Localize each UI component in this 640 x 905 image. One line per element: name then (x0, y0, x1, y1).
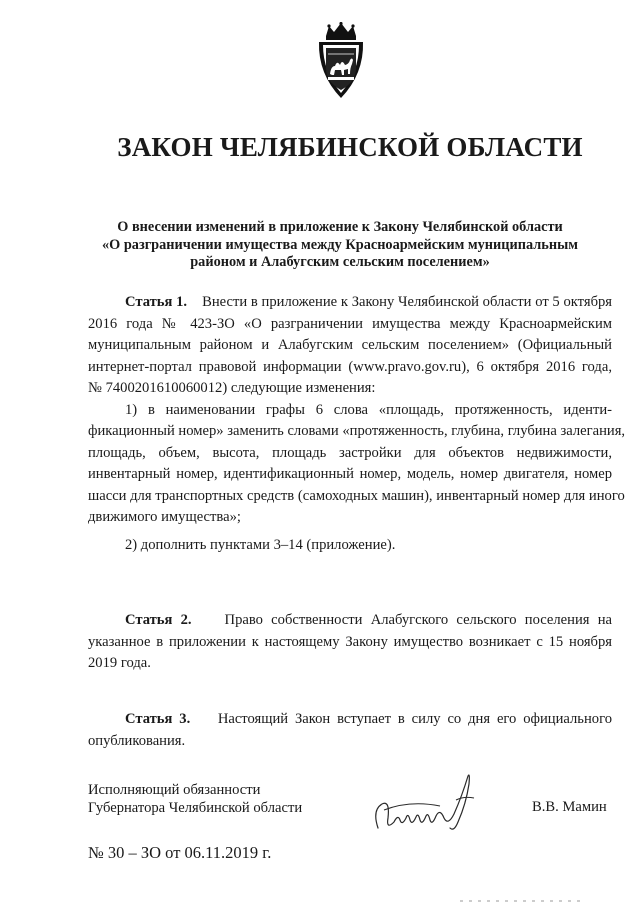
article-1-line: 1) в наименовании графы 6 слова «площадь, протяженность, иденти- (125, 401, 612, 418)
subtitle-line: «О разграничении имущества между Красноармейским муниципальным (102, 236, 578, 253)
article-1-line: муниципальным районом и Алабугским сельским поселением» (Официальный (88, 337, 612, 353)
article-1-label: Статья 1. (125, 294, 188, 310)
document-subtitle (90, 219, 590, 272)
subtitle-line: О внесении изменений в приложение к Закону Челябинской области (117, 219, 563, 235)
signatory-position (88, 781, 302, 817)
article-1-line: площадь, объем, высота, площадь застройки для объектов недвижимости, (88, 444, 612, 461)
article-3 (88, 709, 612, 752)
article-1-line: № 7400201610060012) следующие изменения: (88, 380, 376, 396)
subtitle-line: районом и Алабугским сельским поселением» (190, 254, 490, 270)
coat-of-arms-icon (316, 22, 366, 100)
article-3-label: Статья 3. (125, 711, 191, 727)
article-2-line: указанное в приложении к настоящему Закону имущество возникает с 15 ноября (88, 633, 612, 650)
article-2-line: 2019 года. (88, 655, 151, 671)
article-1-line: движимого имущества»; (88, 509, 241, 525)
article-1-line: шасси для транспортных средств (самоходных машин), инвентарный номер для иного (88, 487, 625, 504)
signatory-position-line: Исполняющий обязанности (88, 782, 261, 798)
article-2-line: Статья 2. Право собственности Алабугского сельского поселения на (125, 612, 612, 628)
signatory-position-line: Губернатора Челябинской области (88, 800, 303, 816)
article-1-line: инвентарный номер, идентификационный номер, модель, номер двигателя, номер (88, 466, 612, 482)
signatory-name: В.В. Мамин (532, 799, 607, 815)
article-1-line: 2016 года № 423-ЗО «О разграничении имущества между Красноармейским (88, 315, 612, 332)
scan-artifact (460, 900, 580, 902)
article-1-line: интернет-портал правовой информации (www.pravo.gov.ru), 6 октября 2016 года, (88, 358, 612, 375)
article-2 (88, 610, 612, 675)
article-1 (88, 292, 626, 556)
handwritten-signature (370, 770, 490, 840)
article-2-label: Статья 2. (125, 612, 192, 628)
document-title: ЗАКОН ЧЕЛЯБИНСКОЙ ОБЛАСТИ (117, 132, 583, 162)
document-number: № 30 – ЗО от 06.11.2019 г. (88, 843, 272, 862)
article-1-line: 2) дополнить пунктами 3–14 (приложение). (125, 536, 396, 553)
article-3-line: опубликования. (88, 732, 186, 749)
article-1-line: Статья 1. Внести в приложение к Закону Челябинской области от 5 октября (125, 294, 613, 310)
article-1-line: фикационный номер» заменить словами «протяженность, глубина, глубина залегания, (88, 423, 626, 439)
article-3-line: Статья 3. Настоящий Закон вступает в силу со дня его официального (125, 711, 612, 727)
